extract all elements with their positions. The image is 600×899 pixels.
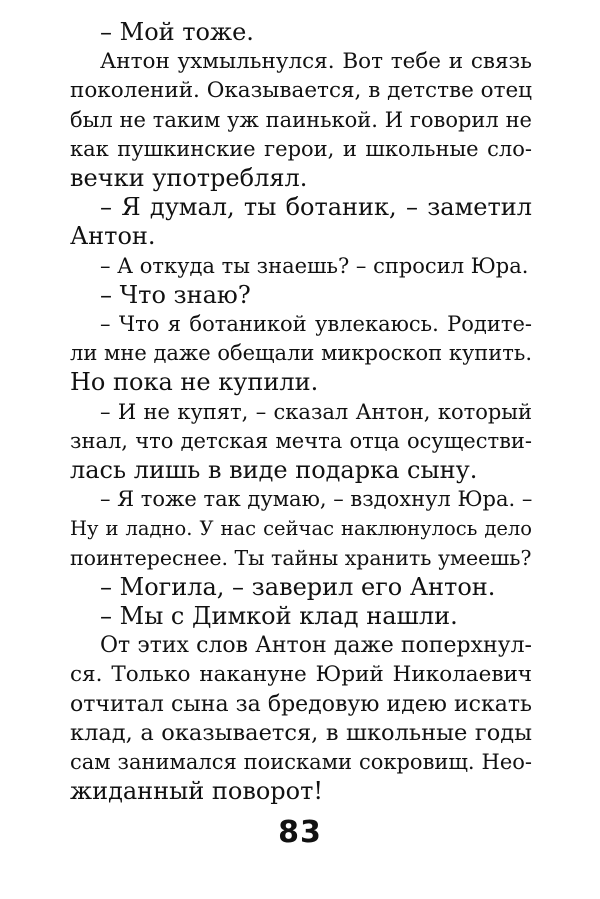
text-line: был не таким уж паинькой. И говорил не xyxy=(70,107,532,132)
page-number: 83 xyxy=(278,815,322,850)
text-line: – Мой тоже. xyxy=(100,18,254,46)
paragraph xyxy=(70,602,532,631)
text-line: Антон. xyxy=(70,222,156,251)
text-line: Ну и ладно. У нас сейчас наклюнулось дело xyxy=(70,517,532,541)
paragraph xyxy=(70,398,532,486)
text-line: ся. Только накануне Юрий Николаевич xyxy=(70,662,532,688)
text-line: – И не купят, – сказал Антон, который xyxy=(100,399,532,424)
text-line: Но пока не купили. xyxy=(70,368,319,397)
text-line: лась лишь в виде подарка сыну. xyxy=(70,456,478,485)
text-line: клад, а оказывается, в школьные годы xyxy=(70,719,532,746)
paragraph xyxy=(70,573,532,602)
text-line: – Что я ботаникой увлекаюсь. Родите- xyxy=(100,312,532,337)
paragraph xyxy=(70,47,532,193)
text-line: жиданный поворот! xyxy=(70,777,324,806)
paragraph xyxy=(70,310,532,398)
text-line: знал, что детская мечта отца осуществи- xyxy=(70,428,532,453)
text-line: – Что знаю? xyxy=(100,280,251,309)
text-line: вечки употреблял. xyxy=(70,164,308,193)
paragraph xyxy=(70,485,532,573)
text-line: – Я тоже так думаю, – вздохнул Юра. – xyxy=(100,487,532,512)
text-line: отчитал сына за бредовую идею искать xyxy=(70,691,532,717)
paragraph xyxy=(70,18,532,47)
text-line: поколений. Оказывается, в детстве отец xyxy=(70,78,532,104)
text-line: – Могила, – заверил его Антон. xyxy=(100,572,496,601)
page-body xyxy=(70,18,532,806)
text-line: сам занимался поисками сокровищ. Нео- xyxy=(70,750,532,775)
text-line: ли мне даже обещали микроскоп купить. xyxy=(70,341,532,366)
paragraph xyxy=(70,252,532,281)
text-line: поинтереснее. Ты тайны хранить умеешь? xyxy=(70,545,532,570)
text-line: От этих слов Антон даже поперхнул- xyxy=(100,633,532,659)
paragraph xyxy=(70,631,532,806)
text-line: как пушкинские герои, и школьные сло- xyxy=(70,136,532,161)
paragraph xyxy=(70,281,532,310)
paragraph xyxy=(70,193,532,251)
text-line: Антон ухмыльнулся. Вот тебе и связь xyxy=(100,49,532,75)
text-line: – А откуда ты знаешь? – спросил Юра. xyxy=(100,253,529,278)
text-line: – Мы с Димкой клад нашли. xyxy=(100,602,458,631)
text-line: – Я думал, ты ботаник, – заметил xyxy=(100,193,532,222)
